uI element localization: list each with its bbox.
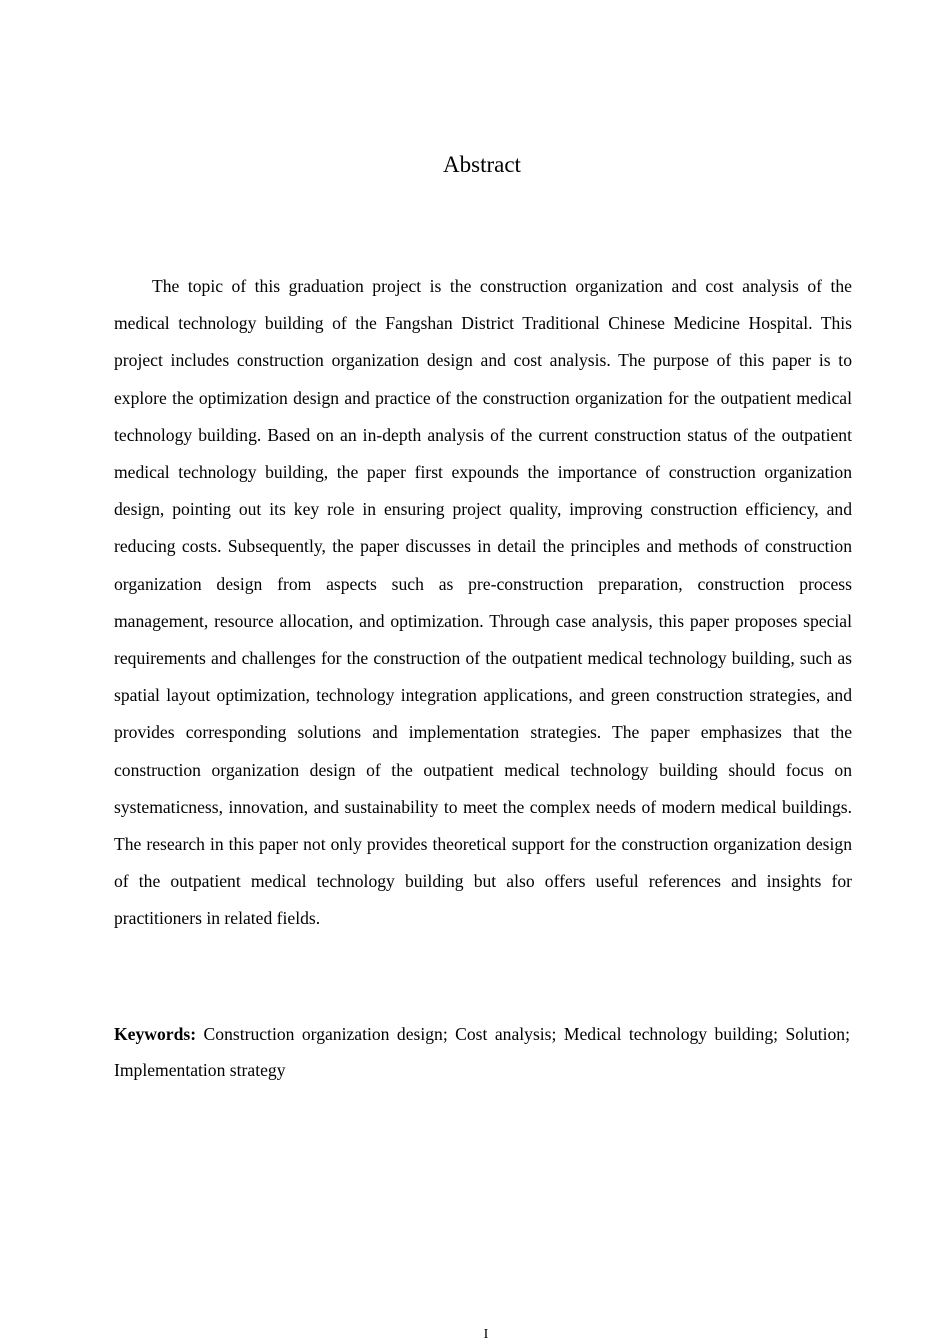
page-title: Abstract: [443, 152, 521, 177]
keywords-line: [114, 1016, 850, 1088]
abstract-paragraph: The topic of this graduation project is the construction organization and cost analysis of the medical technology building of the Fangshan District Traditional Chinese Medicine Hospital. This project includes construction organization design and cost analysis. The purpose of this paper is to explore the optimization design and practice of the construction organization for the outpatient medical technology building. Based on an in-depth analysis of the current construction status of the outpatient medical technology building, the paper first expounds the importance of construction organization design, pointing out its key role in ensuring project quality, improving construction efficiency, and reducing costs. Subsequently, the paper discusses in detail the principles and methods of construction organization design from aspects such as pre-construction preparation, construction process management, resource allocation, and optimization. Through case analysis, this paper proposes special requirements and challenges for the construction of the outpatient medical technology building, such as spatial layout optimization, technology integration applications, and green construction strategies, and provides corresponding solutions and implementation strategies. The paper emphasizes that the construction organization design of the outpatient medical technology building should focus on systematicness, innovation, and sustainability to meet the complex needs of modern medical buildings. The research in this paper not only provides theoretical support for the construction organization design of the outpatient medical technology building but also offers useful references and insights for practitioners in related fields.: [114, 276, 852, 929]
page-number: I: [483, 1327, 489, 1342]
keywords-label: Keywords:: [114, 1024, 197, 1044]
keywords-text: Construction organization design; Cost analysis; Medical technology building; Solution; Implementation strategy: [114, 1024, 850, 1080]
